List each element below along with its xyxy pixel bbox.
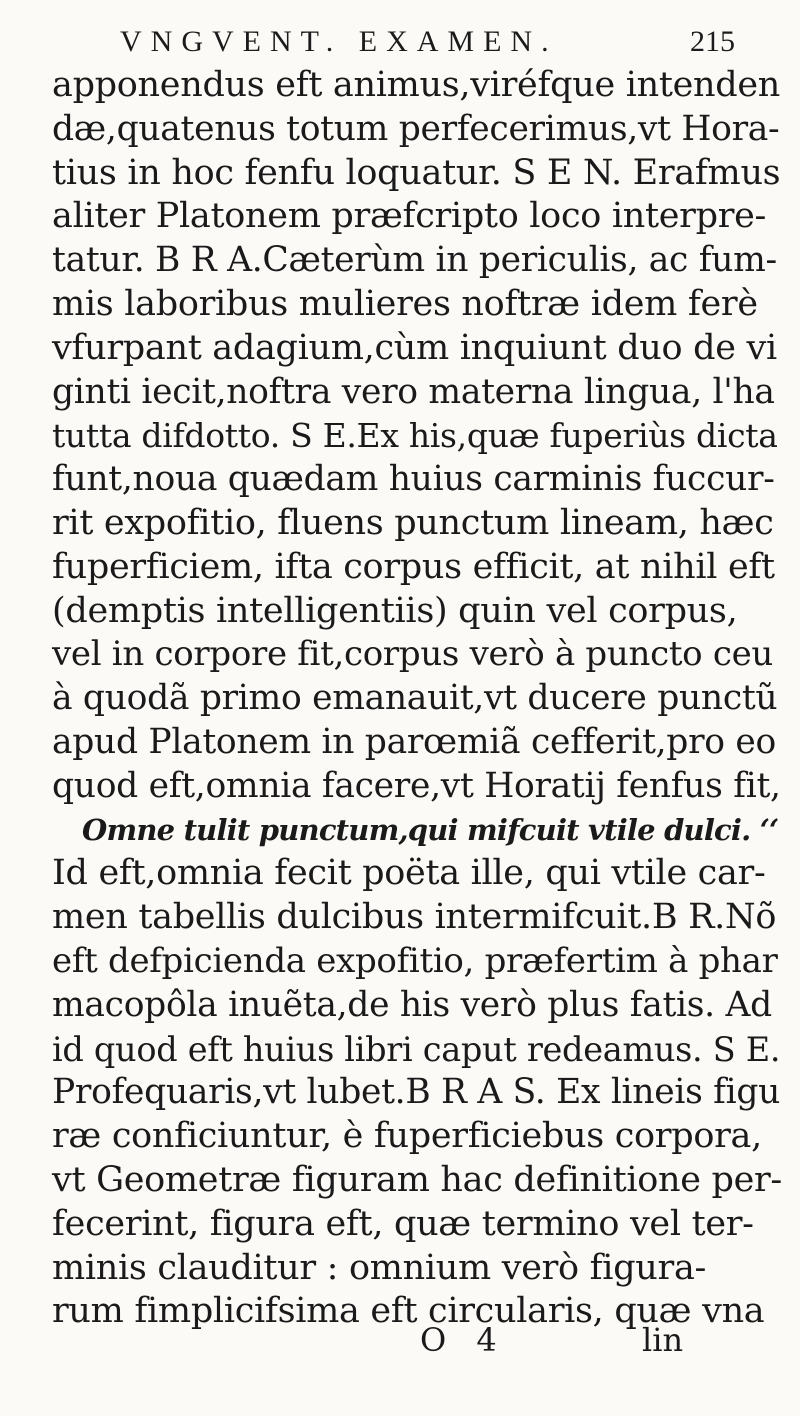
text-line: ginti iecit,noftra vero materna lingua, l'ha (52, 371, 775, 412)
text-line: Id eft,omnia fecit poëta ille, qui vtile car- (52, 853, 766, 894)
signature-mark: O 4 (420, 1321, 497, 1359)
page-footer (0, 1320, 800, 1360)
text-line: minis clauditur : omnium verò figura- (52, 1247, 707, 1288)
quoted-verse-line: Omne tulit punctum,qui mifcuit vtile dulci. ‘‘ (82, 812, 779, 847)
text-line: vfurpant adagium,cùm inquiunt duo de vi (52, 327, 777, 368)
text-line: mis laboribus mulieres noftræ idem ferè (52, 283, 758, 324)
text-line: à quodã primo emanauit,vt ducere punctũ (52, 678, 778, 719)
text-line: apud Platonem in parœmiã cefferit,pro eo (52, 721, 777, 762)
text-line: quod eft,omnia facere,vt Horatij fenfus fit, (52, 765, 781, 806)
text-line: tius in hoc fenfu loquatur. S E N. Erafmus (52, 152, 781, 193)
text-line: tatur. B R A.Cæterùm in periculis, ac fum- (52, 240, 777, 281)
text-line: vel in corpore fit,corpus verò à puncto ceu (52, 634, 774, 675)
body-text (52, 64, 782, 1334)
running-head: VNGVENT. EXAMEN. (120, 25, 558, 58)
text-line: macopôla inuẽta,de his verò plus fatis. Ad (52, 984, 772, 1025)
text-line: fuperficiem, ifta corpus efficit, at nihil eft (52, 546, 775, 587)
page-header (0, 22, 800, 62)
text-line: dæ,quatenus totum perfecerimus,vt Hora- (52, 108, 780, 149)
text-line: funt,noua quædam huius carminis fuccur- (52, 459, 775, 500)
text-line: apponendus eft animus,viréfque intenden (52, 65, 781, 105)
text-line: ræ conficiuntur, è fuperficiebus corpora, (52, 1116, 762, 1157)
text-line: tutta difdotto. S E.Ex his,quæ fuperiùs dicta (52, 416, 778, 456)
text-line: Profequaris,vt lubet.B R A S. Ex lineis figu (52, 1072, 781, 1113)
text-line: fecerint, figura eft, quæ termino vel ter- (52, 1203, 754, 1244)
text-line: aliter Platonem præfcripto loco interpre- (52, 196, 767, 237)
catchword: lin (642, 1321, 684, 1359)
text-line: eft defpicienda expofitio, præfertim à phar (52, 940, 778, 981)
text-line: vt Geometræ figuram hac definitione per- (52, 1159, 782, 1200)
page-number: 215 (690, 25, 735, 58)
text-line: rum fimplicifsima eft circularis, quæ vna (52, 1291, 765, 1332)
text-line: rit expofitio, fluens punctum lineam, hæc (52, 502, 774, 543)
text-line: (demptis intelligentiis) quin vel corpus, (52, 590, 738, 631)
text-line: id quod eft huius libri caput redeamus. S E. (52, 1029, 781, 1069)
text-line: men tabellis dulcibus intermifcuit.B R.Nõ (52, 897, 777, 938)
